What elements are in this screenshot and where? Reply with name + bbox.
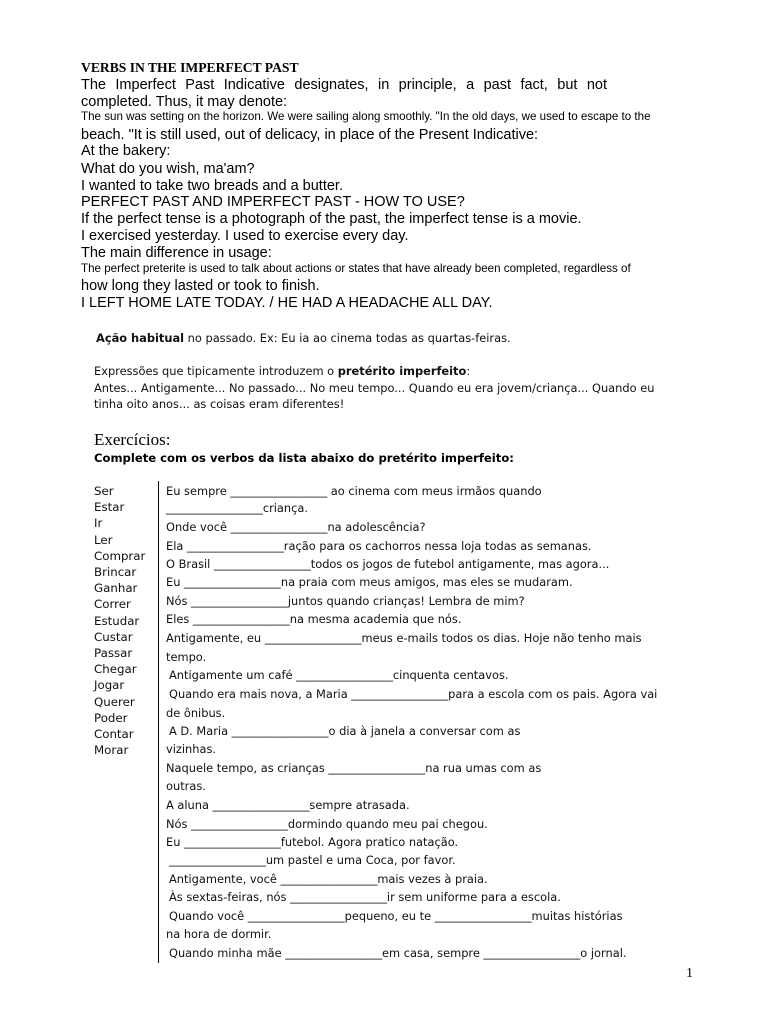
habitual-label: Ação habitual (96, 331, 185, 345)
exercise-line: Nós _________________dormindo quando meu pai chegou. (166, 817, 488, 831)
expressions-line-1: Antes... Antigamente... No passado... No meu tempo... Quando eu era jovem/criança... Quando eu (94, 381, 655, 395)
english-line: I wanted to take two breads and a butter. (81, 178, 343, 194)
exercise-line: Quando você _________________pequeno, eu te _________________muitas histórias (169, 909, 623, 923)
english-line: At the bakery: (81, 143, 171, 159)
english-line: how long they lasted or took to finish. (81, 278, 320, 294)
verb-item: Ir (94, 516, 103, 531)
exercise-line: Eu _________________na praia com meus amigos, mas eles se mudaram. (166, 575, 573, 589)
exercise-line: Antigamente um café _________________cinquenta centavos. (169, 668, 509, 682)
exercise-line: Quando era mais nova, a Maria _________________para a escola com os pais. Agora vai (169, 687, 658, 701)
exercise-line: A aluna _________________sempre atrasada. (166, 798, 410, 812)
exercise-line: Eu sempre _________________ ao cinema com meus irmãos quando (166, 484, 542, 498)
english-line: The main difference in usage: (81, 245, 272, 261)
exercise-line: de ônibus. (166, 706, 226, 720)
verb-item: Poder (94, 710, 128, 725)
expressions-intro (94, 364, 470, 378)
verb-item: Brincar (94, 565, 137, 580)
exercise-line: tempo. (166, 650, 207, 664)
english-line: The perfect preterite is used to talk about actions or states that have already been completed, regardless of (81, 262, 631, 275)
exercises-instruction: Complete com os verbos da lista abaixo do pretérito imperfeito: (94, 451, 514, 465)
verb-item: Chegar (94, 662, 137, 677)
verb-item: Passar (94, 646, 133, 661)
english-line: completed. Thus, it may denote: (81, 94, 288, 110)
english-line: PERFECT PAST AND IMPERFECT PAST - HOW TO USE? (81, 194, 465, 210)
habitual-example: no passado. Ex: Eu ia ao cinema todas as quartas-feiras. (184, 331, 511, 345)
verb-item: Estar (94, 500, 125, 515)
english-line: beach. "It is still used, out of delicacy, in place of the Present Indicative: (81, 127, 539, 143)
exercise-line: Onde você _________________na adolescência? (166, 520, 426, 534)
verb-item: Comprar (94, 548, 146, 563)
verb-item: Ler (94, 532, 113, 547)
expressions-intro-end: : (466, 364, 471, 378)
exercise-line: Nós _________________juntos quando crianças! Lembra de mim? (166, 594, 525, 608)
page-title: VERBS IN THE IMPERFECT PAST (81, 60, 299, 75)
verb-item: Querer (94, 694, 135, 709)
column-divider (158, 481, 159, 963)
verb-list (94, 483, 145, 758)
exercise-line: outras. (166, 779, 206, 793)
verb-item: Morar (94, 743, 129, 758)
exercise-line: Quando minha mãe _________________em casa, sempre _________________o jornal. (169, 946, 627, 960)
expressions-intro-text: Expressões que tipicamente introduzem o (94, 364, 338, 378)
habitual-action-line (96, 331, 511, 345)
english-line: I exercised yesterday. I used to exercise every day. (81, 228, 409, 244)
exercise-line: A D. Maria _________________o dia à janela a conversar com as (169, 724, 521, 738)
verb-item: Contar (94, 727, 134, 742)
verb-item: Custar (94, 629, 133, 644)
english-line: The sun was setting on the horizon. We were sailing along smoothly. "In the old days, we used to escape to the (81, 110, 651, 123)
exercise-line: na hora de dormir. (166, 927, 272, 941)
exercise-line: _________________um pastel e uma Coca, por favor. (169, 853, 456, 867)
english-line: The Imperfect Past Indicative designates, in principle, a past fact, but not (81, 77, 607, 93)
exercise-line: Eles _________________na mesma academia que nós. (166, 612, 462, 626)
exercise-line: O Brasil _________________todos os jogos de futebol antigamente, mas agora... (166, 557, 610, 571)
exercise-line: Antigamente, eu _________________meus e-mails todos os dias. Hoje não tenho mais (166, 631, 642, 645)
verb-item: Jogar (94, 678, 125, 693)
expressions-intro-bold: pretérito imperfeito (337, 364, 467, 378)
exercise-line: Antigamente, você _________________mais vezes à praia. (169, 872, 488, 886)
exercise-line: Às sextas-feiras, nós _________________ir sem uniforme para a escola. (169, 890, 561, 904)
exercise-line: vizinhas. (166, 742, 217, 756)
verb-item: Correr (94, 597, 131, 612)
verb-item: Ganhar (94, 581, 138, 596)
exercise-line: _________________criança. (166, 501, 308, 515)
english-line: If the perfect tense is a photograph of the past, the imperfect tense is a movie. (81, 211, 582, 227)
english-line: What do you wish, ma'am? (81, 161, 255, 177)
exercise-line: Ela _________________ração para os cachorros nessa loja todas as semanas. (166, 539, 592, 553)
exercise-line: Naquele tempo, as crianças _________________na rua umas com as (166, 761, 542, 775)
exercise-line: Eu _________________futebol. Agora pratico natação. (166, 835, 459, 849)
exercises-heading: Exercícios: (94, 430, 171, 449)
verb-item: Ser (94, 484, 114, 498)
page-number: 1 (686, 966, 693, 981)
verb-item: Estudar (94, 613, 140, 628)
english-line: I LEFT HOME LATE TODAY. / HE HAD A HEADACHE ALL DAY. (81, 295, 493, 311)
expressions-line-2: tinha oito anos... as coisas eram diferentes! (94, 397, 345, 411)
